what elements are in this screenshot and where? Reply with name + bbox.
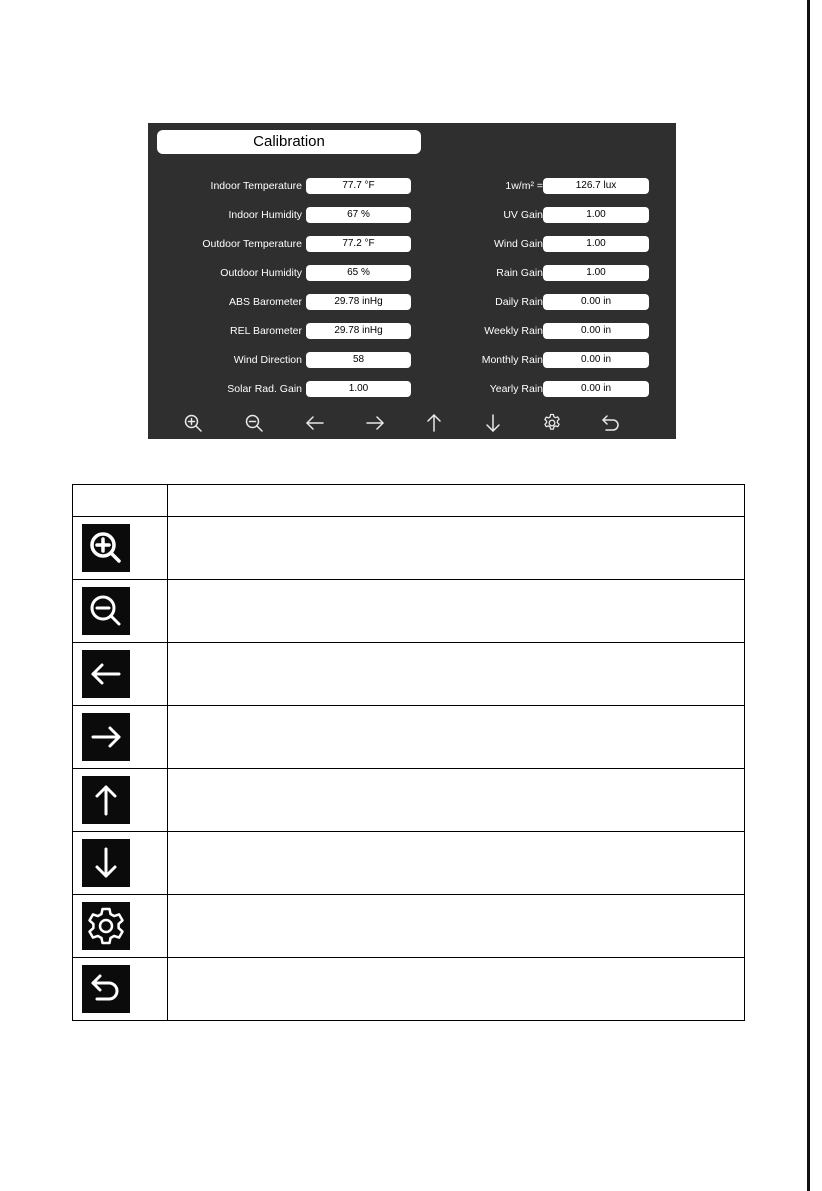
field-value-input[interactable]: 0.00 in	[543, 323, 649, 339]
table-cell-icon	[73, 895, 168, 958]
field-label: Daily Rain	[495, 296, 543, 308]
field-value-input[interactable]: 67 %	[306, 207, 411, 223]
field-value-input[interactable]: 29.78 inHg	[306, 323, 411, 339]
field-value-input[interactable]: 0.00 in	[543, 294, 649, 310]
arrow-left-icon[interactable]	[305, 413, 325, 433]
calibration-screen	[148, 123, 676, 439]
icon-legend-table	[72, 484, 745, 1021]
table-cell-icon	[73, 706, 168, 769]
field-row-weekly-rain	[148, 323, 676, 339]
field-value-input[interactable]: 1.00	[543, 265, 649, 281]
field-label: Rain Gain	[496, 267, 543, 279]
field-label: Solar Rad. Gain	[227, 383, 302, 395]
field-row-lux-conversion	[148, 178, 676, 194]
arrow-down-icon	[82, 839, 130, 887]
field-label: Outdoor Temperature	[202, 238, 302, 250]
gear-icon	[82, 902, 130, 950]
table-cell-description	[168, 895, 745, 958]
table-cell-icon	[73, 958, 168, 1021]
field-label: REL Barometer	[230, 325, 302, 337]
table-cell-description	[168, 706, 745, 769]
table-row	[73, 832, 745, 895]
gear-icon[interactable]	[542, 413, 562, 433]
table-row	[73, 580, 745, 643]
field-value-input[interactable]: 65 %	[306, 265, 411, 281]
field-label: UV Gain	[503, 209, 543, 221]
field-value-input[interactable]: 58	[306, 352, 411, 368]
table-cell-description	[168, 832, 745, 895]
field-value-input[interactable]: 77.2 °F	[306, 236, 411, 252]
field-value-input[interactable]: 1.00	[543, 236, 649, 252]
table-cell-description	[168, 643, 745, 706]
field-value-input[interactable]: 1.00	[543, 207, 649, 223]
table-cell-description	[168, 580, 745, 643]
field-label: Weekly Rain	[484, 325, 543, 337]
field-label: Yearly Rain	[489, 383, 543, 395]
table-header-icon	[73, 485, 168, 517]
zoom-out-icon	[82, 587, 130, 635]
return-icon[interactable]	[601, 413, 621, 433]
field-value-input[interactable]: 126.7 lux	[543, 178, 649, 194]
field-label: Indoor Temperature	[210, 180, 302, 192]
arrow-up-icon	[82, 776, 130, 824]
arrow-up-icon[interactable]	[424, 413, 444, 433]
field-row-wind-gain	[148, 236, 676, 252]
field-row-yearly-rain	[148, 381, 676, 397]
field-label: Wind Direction	[233, 354, 302, 366]
table-row	[73, 706, 745, 769]
table-cell-description	[168, 769, 745, 832]
field-label: Indoor Humidity	[228, 209, 302, 221]
screen-title: Calibration	[157, 130, 421, 154]
table-cell-icon	[73, 517, 168, 580]
arrow-left-icon	[82, 650, 130, 698]
table-row	[73, 958, 745, 1021]
zoom-out-icon[interactable]	[244, 413, 264, 433]
field-value-input[interactable]: 1.00	[306, 381, 411, 397]
table-row	[73, 517, 745, 580]
field-label: Monthly Rain	[481, 354, 543, 366]
table-cell-description	[168, 517, 745, 580]
zoom-in-icon	[82, 524, 130, 572]
field-label: ABS Barometer	[229, 296, 302, 308]
table-cell-description	[168, 958, 745, 1021]
field-value-input[interactable]: 29.78 inHg	[306, 294, 411, 310]
table-cell-icon	[73, 769, 168, 832]
table-row	[73, 643, 745, 706]
field-label: Outdoor Humidity	[220, 267, 302, 279]
table-cell-icon	[73, 643, 168, 706]
table-cell-icon	[73, 832, 168, 895]
field-label: Wind Gain	[493, 238, 543, 250]
table-header-row	[73, 485, 745, 517]
arrow-right-icon[interactable]	[365, 413, 385, 433]
page-edge-line	[807, 0, 810, 1191]
arrow-down-icon[interactable]	[483, 413, 503, 433]
table-cell-icon	[73, 580, 168, 643]
field-row-daily-rain	[148, 294, 676, 310]
table-header-description	[168, 485, 745, 517]
return-icon	[82, 965, 130, 1013]
table-row	[73, 895, 745, 958]
field-value-input[interactable]: 0.00 in	[543, 381, 649, 397]
field-row-rain-gain	[148, 265, 676, 281]
zoom-in-icon[interactable]	[183, 413, 203, 433]
field-label: 1w/m² =	[505, 180, 543, 192]
table-row	[73, 769, 745, 832]
field-value-input[interactable]: 77.7 °F	[306, 178, 411, 194]
field-row-monthly-rain	[148, 352, 676, 368]
field-value-input[interactable]: 0.00 in	[543, 352, 649, 368]
field-row-uv-gain	[148, 207, 676, 223]
arrow-right-icon	[82, 713, 130, 761]
